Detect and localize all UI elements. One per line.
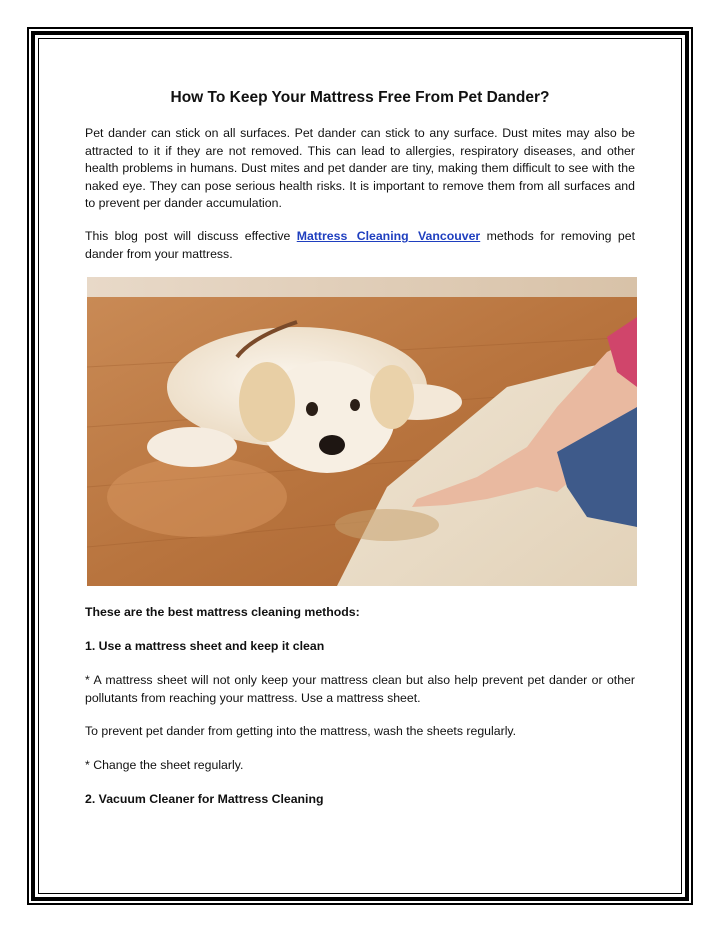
blog-intro-text-before: This blog post will discuss effective: [85, 229, 297, 243]
document-title: How To Keep Your Mattress Free From Pet Dander?: [170, 89, 550, 106]
mattress-cleaning-vancouver-link[interactable]: Mattress Cleaning Vancouver: [296, 229, 481, 243]
blog-intro-text-after: methods for removing pet dander from your mattress.: [85, 229, 635, 261]
method-1-wash-text: To prevent pet dander from getting into the mattress, wash the sheets regularly.: [85, 724, 517, 738]
method-1-heading: 1. Use a mattress sheet and keep it clean: [85, 639, 325, 653]
puppy-on-floor-photo: [87, 277, 637, 586]
method-2-heading: 2. Vacuum Cleaner for Mattress Cleaning: [85, 792, 324, 806]
blog-intro-paragraph: [85, 228, 635, 263]
intro-paragraph: Pet dander can stick on all surfaces. Pet dander can stick to any surface. Dust mites may also be attracted to it if they are not removed. This can lead to allergies, respiratory diseases, and other health problems in humans. Dust mites and pet dander are tiny, making them difficult to see with the naked eye. They can pose serious health risks. It is important to remove them from all surfaces and to prevent per dander accumulation.: [85, 126, 635, 210]
method-1-change-text: * Change the sheet regularly.: [85, 758, 244, 772]
methods-heading: These are the best mattress cleaning methods:: [85, 605, 360, 619]
method-1-bullet: * A mattress sheet will not only keep your mattress clean but also help prevent pet dander or other pollutants from reaching your mattress. Use a mattress sheet.: [85, 673, 635, 705]
